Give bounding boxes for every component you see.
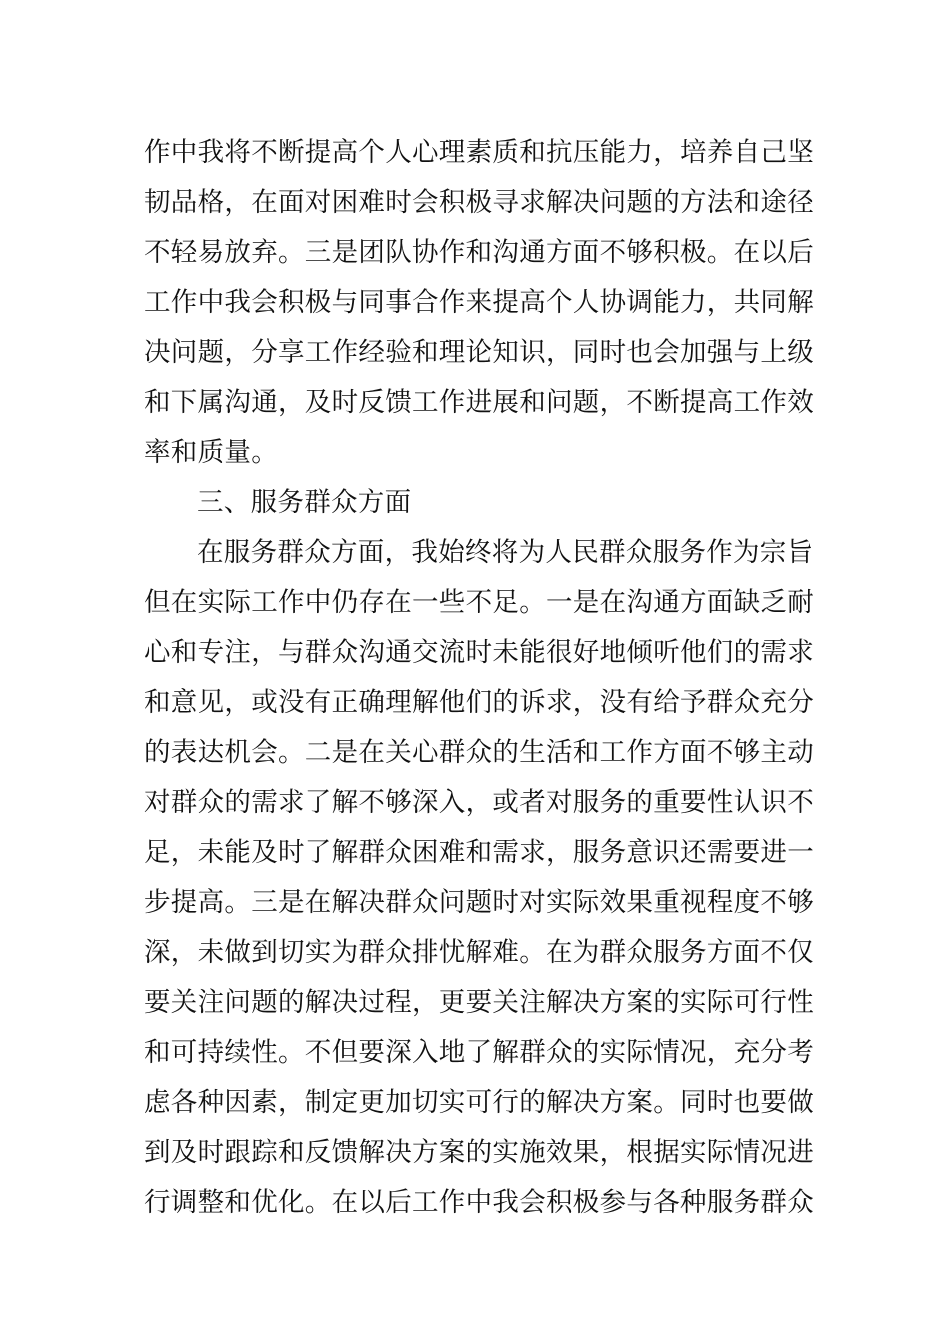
text-line: 要关注问题的解决过程，更要关注解决方案的实际可行性 (144, 987, 814, 1018)
text-line: 和可持续性。不但要深入地了解群众的实际情况，充分考 (144, 1037, 814, 1068)
text-line: 不轻易放弃。三是团队协作和沟通方面不够积极。在以后 (144, 237, 814, 268)
document-body (144, 128, 812, 1228)
text-line: 步提高。三是在解决群众问题时对实际效果重视程度不够 (144, 887, 814, 918)
text-line: 但在实际工作中仍存在一些不足。一是在沟通方面缺乏耐 (144, 587, 814, 618)
section-heading: 三、服务群众方面 (197, 487, 412, 518)
text-line: 心和专注，与群众沟通交流时未能很好地倾听他们的需求 (144, 637, 814, 668)
text-line: 的表达机会。二是在关心群众的生活和工作方面不够主动 (144, 737, 814, 768)
text-line: 虑各种因素，制定更加切实可行的解决方案。同时也要做 (144, 1087, 814, 1118)
text-line: 率和质量。 (144, 437, 278, 468)
text-line: 对群众的需求了解不够深入，或者对服务的重要性认识不 (144, 787, 814, 818)
text-line: 和意见，或没有正确理解他们的诉求，没有给予群众充分 (144, 687, 814, 718)
text-line: 行调整和优化。在以后工作中我会积极参与各种服务群众 (144, 1187, 814, 1218)
text-line: 工作中我会积极与同事合作来提高个人协调能力，共同解 (144, 287, 814, 318)
text-line: 深，未做到切实为群众排忧解难。在为群众服务方面不仅 (144, 937, 814, 968)
paragraph-first-line: 在服务群众方面，我始终将为人民群众服务作为宗旨 (197, 537, 814, 568)
text-line: 和下属沟通，及时反馈工作进展和问题，不断提高工作效 (144, 387, 814, 418)
text-line: 决问题，分享工作经验和理论知识，同时也会加强与上级 (144, 337, 814, 368)
text-line: 足，未能及时了解群众困难和需求，服务意识还需要进一 (144, 837, 814, 868)
text-line: 作中我将不断提高个人心理素质和抗压能力，培养自己坚 (144, 137, 814, 168)
text-line: 到及时跟踪和反馈解决方案的实施效果，根据实际情况进 (144, 1137, 814, 1168)
text-line: 韧品格，在面对困难时会积极寻求解决问题的方法和途径 (144, 187, 814, 218)
